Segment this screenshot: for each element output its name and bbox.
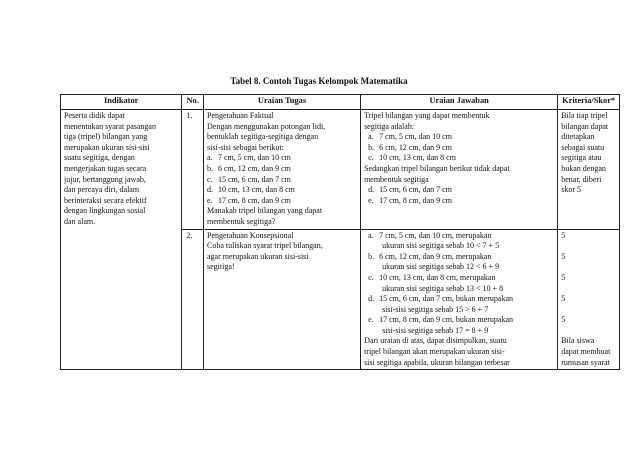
task-line: Manakah tripel bilangan yang dapat [206,206,323,216]
criteria-line: rumusan syarat [561,357,610,367]
indikator-line: dan percaya diri, dalam [64,185,140,195]
task-table [60,94,620,370]
criteria-line: bilangan dapat [561,121,609,131]
answer-option: d. 15 cm, 6 cm, dan 7 cm [368,185,452,195]
indikator-line: jujur, bertanggung jawab, [64,174,146,184]
score-value: 5 [561,315,566,325]
uraian-tugas-cell [203,110,360,230]
answer-line: segitiga adalah: [364,121,415,131]
kriteria-cell [558,229,620,370]
answer-line: membentuk segitiga [364,174,429,184]
indikator-line: merupakan ukuran sisi-sisi [64,142,150,152]
answer-line: sisi segitiga apabila, ukuran bilangan terbesar [364,357,510,367]
answer-line: tripel bilangan akan merupakan ukuran sisi- [364,347,505,357]
task-title: Pengetahuan Faktual [206,111,274,120]
table-header-row [61,95,620,110]
task-line: Dengan menggunakan potongan lidi, [206,121,326,131]
criteria-line: ditetapkan [561,132,595,142]
task-line: bentuklah segitiga-segitiga dengan [206,132,319,142]
answer-line: sisi-sisi segitiga sebab 15 > 6 + 7 [382,304,489,314]
criteria-line: skor 5 [561,185,581,195]
score-value: 5 [561,230,566,240]
header-uraian-jawaban: Uraian Jawaban [361,95,558,110]
criteria-line: Bila siswa [561,336,595,346]
task-option: d. 10 cm, 13 cm, dan 8 cm [206,185,295,195]
task-line: Coba tuliskan syarat tripel bilangan, [206,241,323,251]
answer-option: b. 6 cm, 12 cm, dan 9 cm [368,142,452,152]
answer-option: e. 17 cm, 8 cm, dan 9 cm [368,195,452,205]
score-value: 5 [561,272,566,282]
header-indikator: Indikator [61,95,182,110]
row-number: 2. [182,229,204,370]
header-uraian-tugas: Uraian Tugas [203,95,360,110]
indikator-line: tiga (tripel) bilangan yang [64,132,148,142]
uraian-jawaban-cell [361,110,558,230]
score-value: 5 [561,294,566,304]
answer-option: a. 7 cm, 5 cm, dan 10 cm, merupakan [368,230,492,240]
criteria-line: dapat membuat [561,347,611,357]
header-no: No. [182,95,204,110]
answer-option: e. 17 cm, 8 cm, dan 9 cm, bukan merupakan [368,315,514,325]
task-option: c. 15 cm, 6 cm, dan 7 cm [206,174,291,184]
row-number: 1. [182,110,204,230]
header-kriteria-skor: Kriteria/Skor* [558,95,620,110]
task-option: b. 6 cm, 12 cm, dan 9 cm [206,163,291,173]
answer-line: ukuran sisi segitiga sebab 10 < 7 + 5 [382,241,500,251]
answer-line: Tripel bilangan yang dapat membentuk [364,111,490,120]
indikator-line: suatu segitiga, dengan [64,153,135,163]
criteria-line: benar, diberi [561,174,602,184]
task-line: membentuk segitiga? [206,216,276,226]
answer-line: Sedangkan tripel bilangan berikut tidak dapat [364,163,510,173]
answer-option: b. 6 cm, 12 cm, dan 9 cm, merupakan [368,251,492,261]
score-value: 5 [561,251,566,261]
criteria-line: segitiga atau [561,153,602,163]
indikator-line: dengan lingkungan sosial [64,206,146,216]
criteria-line: bukan dengan [561,163,606,173]
task-title: Pengetahuan Konsepsional [206,230,294,240]
answer-option: d. 15 cm, 6 cm, dan 7 cm, bukan merupakan [368,294,514,304]
table-caption: Tabel 8. Contoh Tugas Kelompok Matematika [230,76,408,86]
answer-line: ukuran sisi segitiga sebab 12 < 6 + 9 [382,262,500,272]
answer-option: c. 10 cm, 13 cm, dan 8 cm [368,153,456,163]
indikator-cell [61,110,182,370]
task-line: sisi-sisi sebagai berikut: [206,142,284,152]
task-line: agar merupakan ukuran sisi-sisi [206,251,309,261]
answer-option: c. 10 cm, 13 cm, dan 8 cm, merupakan [368,272,496,282]
indikator-line: dan alam. [64,216,96,226]
criteria-line: Bila tiap tripel [561,111,608,120]
table-row [61,110,620,230]
kriteria-cell [558,110,620,230]
task-option: e. 17 cm, 8 cm, dan 9 cm [206,195,291,205]
indikator-line: mengerjakan tugas secara [64,163,147,173]
uraian-tugas-cell [203,229,360,370]
indikator-line: menentukan syarat pasangan [64,121,156,131]
task-option: a. 7 cm, 5 cm, dan 10 cm [206,153,291,163]
answer-line: ukuran sisi segitiga sebab 13 < 10 + 8 [382,283,504,293]
answer-line: Dari uraian di atas, dapat disimpulkan, suatu [364,336,507,346]
answer-option: a. 7 cm, 5 cm, dan 10 cm [368,132,452,142]
task-line: segitiga! [206,262,235,272]
indikator-line: berinteraksi secara efektif [64,195,147,205]
answer-line: sisi-sisi segitiga sebab 17 = 8 + 9 [382,325,489,335]
criteria-line: sebagai suatu [561,142,605,152]
uraian-jawaban-cell [361,229,558,370]
indikator-line: Peserta didik dapat [64,111,125,120]
